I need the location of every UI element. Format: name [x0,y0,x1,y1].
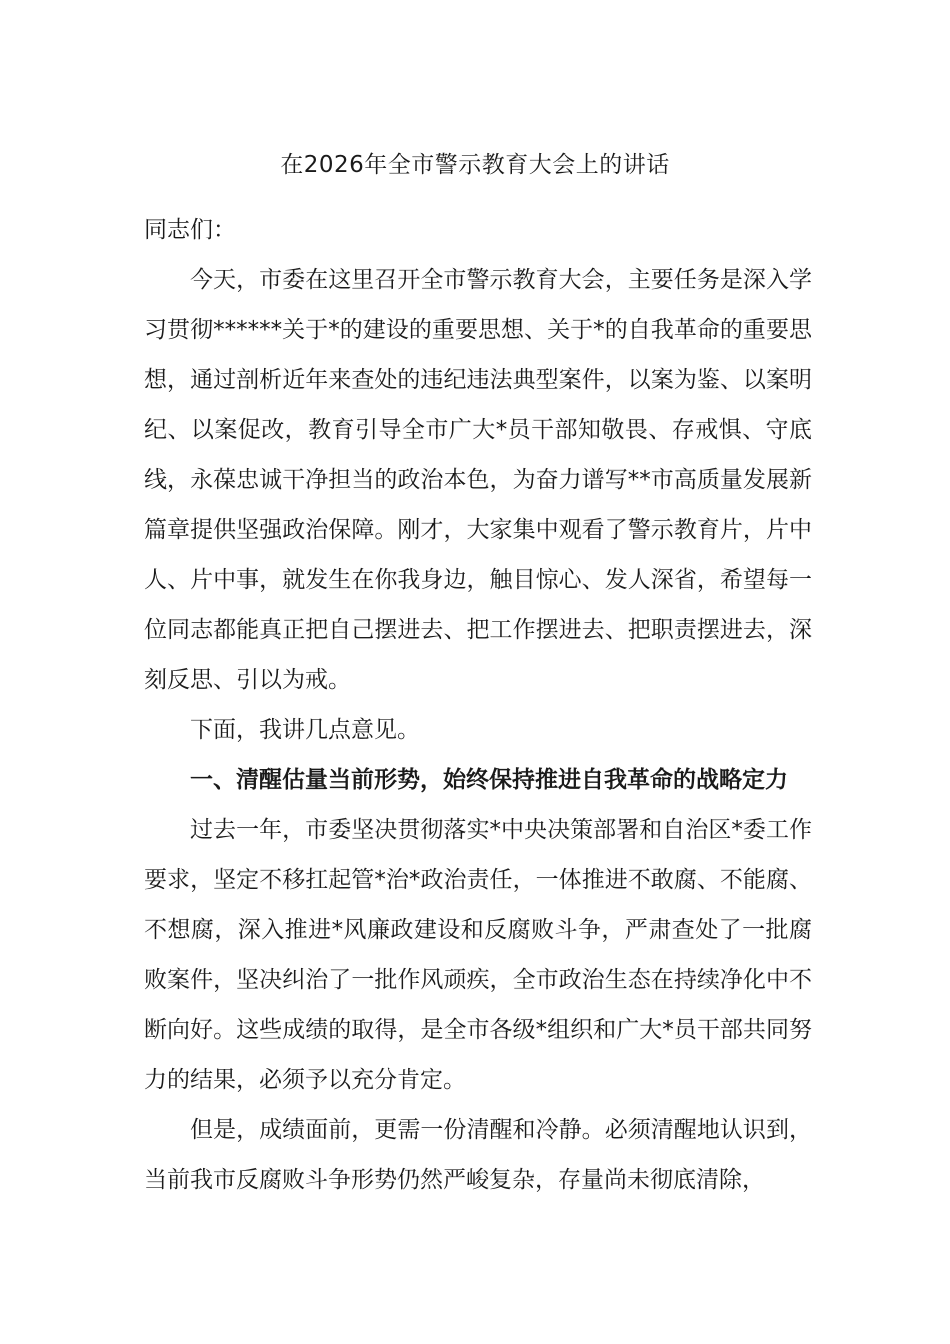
section-heading-1: 一、清醒估量当前形势，始终保持推进自我革命的战略定力 [190,767,788,793]
salutation: 同志们： [144,217,236,243]
paragraph-transition: 下面，我讲几点意见。 [190,717,420,743]
paragraph-intro: 今天，市委在这里召开全市警示教育大会，主要任务是深入学习贯彻******关于*的建设的重要思想、关于*的自我革命的重要思想，通过剖析近年来查处的违纪违法典型案件，以案为鉴、以案明纪、以案促改，教育引导全市广大*员干部知敬畏、存戒惧、守底线，永葆忠诚干净担当的政治本色，为奋力谱写**市高质量发展新篇章提供坚强政治保障。刚才，大家集中观看了警示教育片，片中人、片中事，就发生在你我身边，触目惊心、发人深省，希望每一位同志都能真正把自己摆进去、把工作摆进去、把职责摆进去，深刻反思、引以为戒。 [144,267,812,693]
section-1-paragraph-1: 过去一年，市委坚决贯彻落实*中央决策部署和自治区*委工作要求，坚定不移扛起管*治*政治责任，一体推进不敢腐、不能腐、不想腐，深入推进*风廉政建设和反腐败斗争，严肃查处了一批腐败案件，坚决纠治了一批作风顽疾，全市政治生态在持续净化中不断向好。这些成绩的取得，是全市各级*组织和广大*员干部共同努力的结果，必须予以充分肯定。 [144,817,813,1093]
document-body [144,205,812,1205]
section-1-paragraph-2: 但是，成绩面前，更需一份清醒和冷静。必须清醒地认识到，当前我市反腐败斗争形势仍然严峻复杂，存量尚未彻底清除， [144,1117,812,1193]
document-title: 在2026年全市警示教育大会上的讲话 [280,152,670,178]
